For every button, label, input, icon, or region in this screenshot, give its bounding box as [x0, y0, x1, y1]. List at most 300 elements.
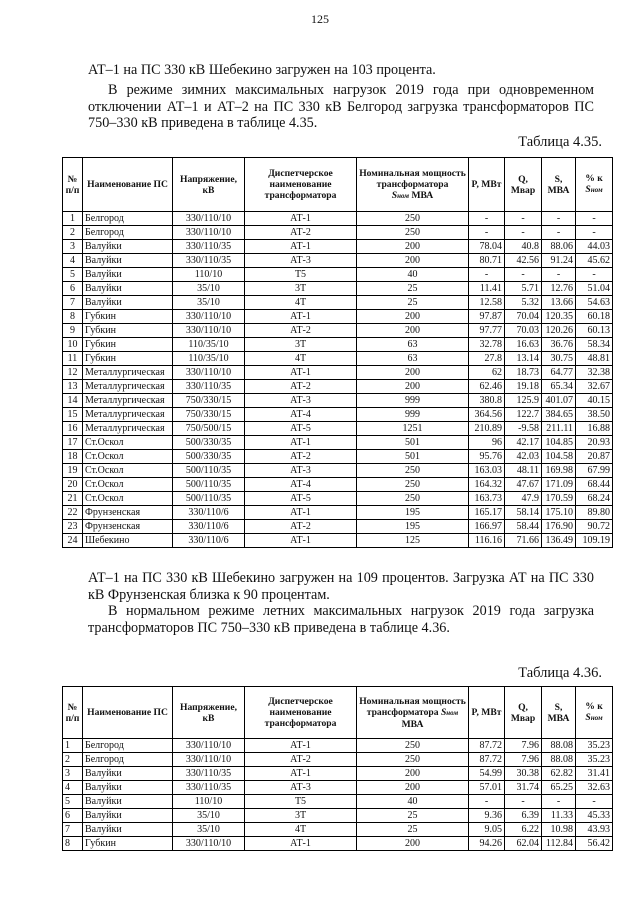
cell-voltage: 500/110/35: [173, 464, 245, 478]
cell-pct: 20.87: [576, 450, 613, 464]
table-row: [63, 394, 613, 408]
cell-num: 6: [63, 809, 83, 823]
cell-p: 116.16: [469, 534, 505, 548]
cell-voltage: 110/35/10: [173, 352, 245, 366]
cell-pct: 56.42: [576, 837, 613, 851]
table-row: [63, 795, 613, 809]
cell-p: 57.01: [469, 781, 505, 795]
cell-voltage: 330/110/10: [173, 212, 245, 226]
cell-num: 10: [63, 338, 83, 352]
cell-voltage: 330/110/35: [173, 781, 245, 795]
cell-num: 2: [63, 226, 83, 240]
header-num: № п/п: [63, 687, 83, 739]
cell-nominal: 40: [357, 795, 469, 809]
cell-p: -: [469, 226, 505, 240]
cell-name: Металлургическая: [83, 408, 173, 422]
cell-s: 91.24: [542, 254, 576, 268]
table-2-caption: Таблица 4.36.: [518, 665, 602, 681]
cell-voltage: 330/110/35: [173, 767, 245, 781]
cell-nominal: 25: [357, 296, 469, 310]
cell-voltage: 35/10: [173, 296, 245, 310]
table-row: [63, 310, 613, 324]
cell-pct: 32.38: [576, 366, 613, 380]
cell-dispatch: АТ-2: [245, 324, 357, 338]
header-num: № п/п: [63, 158, 83, 212]
cell-p: 12.58: [469, 296, 505, 310]
cell-num: 9: [63, 324, 83, 338]
table-row: [63, 739, 613, 753]
cell-name: Губкин: [83, 324, 173, 338]
table-row: [63, 534, 613, 548]
cell-q: 7.96: [505, 739, 542, 753]
cell-nominal: 501: [357, 450, 469, 464]
cell-voltage: 330/110/10: [173, 310, 245, 324]
cell-p: 54.99: [469, 767, 505, 781]
cell-q: 42.03: [505, 450, 542, 464]
cell-dispatch: АТ-1: [245, 837, 357, 851]
cell-pct: 89.80: [576, 506, 613, 520]
cell-p: 364.56: [469, 408, 505, 422]
cell-nominal: 25: [357, 282, 469, 296]
cell-q: 16.63: [505, 338, 542, 352]
cell-pct: 35.23: [576, 739, 613, 753]
cell-p: -: [469, 795, 505, 809]
cell-p: 78.04: [469, 240, 505, 254]
cell-pct: 45.33: [576, 809, 613, 823]
cell-voltage: 330/110/35: [173, 254, 245, 268]
cell-name: Губкин: [83, 338, 173, 352]
cell-p: 166.97: [469, 520, 505, 534]
cell-dispatch: АТ-1: [245, 310, 357, 324]
cell-p: 97.77: [469, 324, 505, 338]
cell-voltage: 750/330/15: [173, 394, 245, 408]
cell-nominal: 195: [357, 520, 469, 534]
cell-pct: 51.04: [576, 282, 613, 296]
cell-nominal: 63: [357, 352, 469, 366]
cell-dispatch: АТ-1: [245, 240, 357, 254]
cell-pct: 60.18: [576, 310, 613, 324]
cell-nominal: 200: [357, 324, 469, 338]
cell-p: 164.32: [469, 478, 505, 492]
cell-dispatch: 3Т: [245, 338, 357, 352]
table-row: [63, 296, 613, 310]
cell-nominal: 125: [357, 534, 469, 548]
table-row: [63, 380, 613, 394]
cell-voltage: 330/110/10: [173, 366, 245, 380]
cell-q: 7.96: [505, 753, 542, 767]
cell-q: 19.18: [505, 380, 542, 394]
cell-num: 24: [63, 534, 83, 548]
cell-pct: -: [576, 212, 613, 226]
cell-name: Валуйки: [83, 809, 173, 823]
cell-p: 11.41: [469, 282, 505, 296]
cell-name: Металлургическая: [83, 380, 173, 394]
cell-voltage: 500/330/35: [173, 436, 245, 450]
cell-name: Валуйки: [83, 823, 173, 837]
header-name: Наименование ПС: [83, 158, 173, 212]
table-row: [63, 781, 613, 795]
table-row: [63, 282, 613, 296]
cell-voltage: 330/110/10: [173, 753, 245, 767]
cell-dispatch: АТ-2: [245, 520, 357, 534]
header-nominal: Номинальная мощность трансформатора Sном МВА: [357, 158, 469, 212]
cell-dispatch: АТ-3: [245, 394, 357, 408]
cell-q: -: [505, 212, 542, 226]
cell-q: 30.38: [505, 767, 542, 781]
cell-voltage: 500/110/35: [173, 478, 245, 492]
cell-pct: 44.03: [576, 240, 613, 254]
cell-nominal: 200: [357, 767, 469, 781]
table-row: [63, 478, 613, 492]
cell-name: Ст.Оскол: [83, 464, 173, 478]
table-row: [63, 408, 613, 422]
cell-dispatch: 3Т: [245, 809, 357, 823]
cell-pct: 32.67: [576, 380, 613, 394]
cell-name: Металлургическая: [83, 394, 173, 408]
table-row: [63, 450, 613, 464]
cell-nominal: 40: [357, 268, 469, 282]
cell-s: 10.98: [542, 823, 576, 837]
cell-name: Валуйки: [83, 240, 173, 254]
cell-s: 112.84: [542, 837, 576, 851]
cell-num: 20: [63, 478, 83, 492]
header-q: Q, Мвар: [505, 687, 542, 739]
cell-nominal: 999: [357, 408, 469, 422]
cell-num: 4: [63, 254, 83, 268]
cell-q: -9.58: [505, 422, 542, 436]
cell-p: 210.89: [469, 422, 505, 436]
cell-name: Белгород: [83, 753, 173, 767]
header-name: Наименование ПС: [83, 687, 173, 739]
cell-num: 23: [63, 520, 83, 534]
table-1-header-row: [63, 158, 613, 212]
cell-p: 380.8: [469, 394, 505, 408]
table-row: [63, 823, 613, 837]
cell-s: 169.98: [542, 464, 576, 478]
header-nominal: Номинальная мощность трансформатора Sном МВА: [357, 687, 469, 739]
cell-num: 4: [63, 781, 83, 795]
cell-num: 17: [63, 436, 83, 450]
cell-s: 13.66: [542, 296, 576, 310]
table-1: [62, 157, 613, 548]
cell-name: Белгород: [83, 739, 173, 753]
table-row: [63, 520, 613, 534]
cell-name: Шебекино: [83, 534, 173, 548]
cell-dispatch: АТ-1: [245, 212, 357, 226]
cell-name: Губкин: [83, 310, 173, 324]
table-row: [63, 753, 613, 767]
cell-q: 13.14: [505, 352, 542, 366]
cell-name: Белгород: [83, 226, 173, 240]
cell-nominal: 250: [357, 226, 469, 240]
cell-pct: -: [576, 226, 613, 240]
cell-pct: 58.34: [576, 338, 613, 352]
cell-num: 18: [63, 450, 83, 464]
cell-voltage: 330/110/10: [173, 739, 245, 753]
cell-q: -: [505, 268, 542, 282]
cell-dispatch: 4Т: [245, 823, 357, 837]
cell-nominal: 999: [357, 394, 469, 408]
cell-q: 58.44: [505, 520, 542, 534]
table-row: [63, 492, 613, 506]
cell-p: 62.46: [469, 380, 505, 394]
cell-num: 3: [63, 767, 83, 781]
cell-p: 87.72: [469, 739, 505, 753]
paragraph-4: В нормальном режиме летних максимальных нагрузок 2019 года загрузка трансформаторов ПС 750–330 кВ приведена в таблице 4.36.: [88, 603, 594, 636]
cell-num: 11: [63, 352, 83, 366]
cell-nominal: 200: [357, 837, 469, 851]
table-row: [63, 366, 613, 380]
table-row: [63, 837, 613, 851]
cell-s: 120.26: [542, 324, 576, 338]
cell-q: 125.9: [505, 394, 542, 408]
cell-pct: 67.99: [576, 464, 613, 478]
cell-name: Ст.Оскол: [83, 492, 173, 506]
table-row: [63, 212, 613, 226]
cell-nominal: 250: [357, 492, 469, 506]
cell-q: 70.03: [505, 324, 542, 338]
cell-nominal: 200: [357, 310, 469, 324]
cell-num: 14: [63, 394, 83, 408]
paragraph-1: АТ–1 на ПС 330 кВ Шебекино загружен на 103 процента.: [88, 62, 436, 78]
cell-p: 9.05: [469, 823, 505, 837]
cell-dispatch: АТ-3: [245, 781, 357, 795]
cell-pct: 20.93: [576, 436, 613, 450]
header-pct: % к Sном: [576, 158, 613, 212]
cell-voltage: 330/110/6: [173, 506, 245, 520]
cell-q: -: [505, 795, 542, 809]
header-voltage: Напряжение, кВ: [173, 158, 245, 212]
cell-dispatch: АТ-3: [245, 254, 357, 268]
cell-q: 18.73: [505, 366, 542, 380]
cell-nominal: 200: [357, 781, 469, 795]
cell-p: 94.26: [469, 837, 505, 851]
cell-dispatch: АТ-5: [245, 422, 357, 436]
cell-s: 88.08: [542, 753, 576, 767]
cell-p: 87.72: [469, 753, 505, 767]
cell-nominal: 200: [357, 254, 469, 268]
cell-name: Валуйки: [83, 781, 173, 795]
cell-name: Губкин: [83, 352, 173, 366]
table-2: [62, 686, 613, 851]
cell-pct: 31.41: [576, 767, 613, 781]
cell-s: 384.65: [542, 408, 576, 422]
cell-dispatch: АТ-1: [245, 534, 357, 548]
cell-name: Валуйки: [83, 268, 173, 282]
cell-dispatch: АТ-2: [245, 450, 357, 464]
cell-nominal: 25: [357, 809, 469, 823]
cell-voltage: 500/330/35: [173, 450, 245, 464]
cell-voltage: 330/110/35: [173, 380, 245, 394]
cell-pct: 60.13: [576, 324, 613, 338]
table-2-header-row: [63, 687, 613, 739]
cell-s: 12.76: [542, 282, 576, 296]
paragraph-3: АТ–1 на ПС 330 кВ Шебекино загружен на 109 процентов. Загрузка АТ на ПС 330 кВ Фрунзенская близка к 90 процентам.: [88, 570, 594, 603]
cell-pct: -: [576, 795, 613, 809]
cell-s: 65.34: [542, 380, 576, 394]
cell-s: 175.10: [542, 506, 576, 520]
cell-q: 6.22: [505, 823, 542, 837]
cell-pct: 48.81: [576, 352, 613, 366]
cell-num: 1: [63, 739, 83, 753]
cell-p: -: [469, 212, 505, 226]
cell-pct: 16.88: [576, 422, 613, 436]
cell-name: Валуйки: [83, 795, 173, 809]
cell-voltage: 110/10: [173, 268, 245, 282]
cell-nominal: 195: [357, 506, 469, 520]
cell-p: 97.87: [469, 310, 505, 324]
cell-dispatch: АТ-2: [245, 753, 357, 767]
cell-voltage: 330/110/6: [173, 520, 245, 534]
cell-dispatch: АТ-2: [245, 226, 357, 240]
cell-nominal: 25: [357, 823, 469, 837]
cell-s: 176.90: [542, 520, 576, 534]
cell-p: 165.17: [469, 506, 505, 520]
cell-pct: 68.24: [576, 492, 613, 506]
cell-name: Металлургическая: [83, 422, 173, 436]
cell-num: 8: [63, 310, 83, 324]
cell-p: 163.73: [469, 492, 505, 506]
cell-dispatch: АТ-2: [245, 380, 357, 394]
cell-nominal: 200: [357, 366, 469, 380]
cell-dispatch: Т5: [245, 268, 357, 282]
cell-q: 58.14: [505, 506, 542, 520]
cell-dispatch: АТ-3: [245, 464, 357, 478]
cell-s: 171.09: [542, 478, 576, 492]
cell-s: -: [542, 795, 576, 809]
cell-s: -: [542, 268, 576, 282]
cell-name: Валуйки: [83, 254, 173, 268]
cell-s: 11.33: [542, 809, 576, 823]
cell-num: 8: [63, 837, 83, 851]
header-dispatch: Диспетчерское наименование трансформатора: [245, 158, 357, 212]
cell-dispatch: 4Т: [245, 352, 357, 366]
table-1-caption: Таблица 4.35.: [518, 134, 602, 150]
cell-nominal: 200: [357, 380, 469, 394]
table-row: [63, 324, 613, 338]
cell-s: 88.08: [542, 739, 576, 753]
cell-s: -: [542, 226, 576, 240]
cell-name: Фрунзенская: [83, 506, 173, 520]
cell-p: 32.78: [469, 338, 505, 352]
cell-dispatch: Т5: [245, 795, 357, 809]
cell-q: 31.74: [505, 781, 542, 795]
cell-q: 47.67: [505, 478, 542, 492]
cell-s: 64.77: [542, 366, 576, 380]
cell-q: 6.39: [505, 809, 542, 823]
table-row: [63, 506, 613, 520]
cell-voltage: 35/10: [173, 282, 245, 296]
cell-dispatch: АТ-1: [245, 739, 357, 753]
header-pct: % к Sном: [576, 687, 613, 739]
header-voltage: Напряжение, кВ: [173, 687, 245, 739]
cell-voltage: 500/110/35: [173, 492, 245, 506]
cell-name: Белгород: [83, 212, 173, 226]
cell-voltage: 110/35/10: [173, 338, 245, 352]
cell-q: 40.8: [505, 240, 542, 254]
cell-nominal: 63: [357, 338, 469, 352]
cell-num: 12: [63, 366, 83, 380]
cell-num: 22: [63, 506, 83, 520]
cell-q: 71.66: [505, 534, 542, 548]
cell-num: 5: [63, 795, 83, 809]
cell-s: 401.07: [542, 394, 576, 408]
cell-pct: 68.44: [576, 478, 613, 492]
cell-s: 120.35: [542, 310, 576, 324]
cell-num: 1: [63, 212, 83, 226]
cell-s: 170.59: [542, 492, 576, 506]
cell-name: Фрунзенская: [83, 520, 173, 534]
cell-pct: 35.23: [576, 753, 613, 767]
cell-q: 48.11: [505, 464, 542, 478]
cell-dispatch: АТ-5: [245, 492, 357, 506]
cell-name: Металлургическая: [83, 366, 173, 380]
table-row: [63, 254, 613, 268]
cell-num: 16: [63, 422, 83, 436]
header-p: P, МВт: [469, 687, 505, 739]
cell-name: Губкин: [83, 837, 173, 851]
cell-name: Валуйки: [83, 282, 173, 296]
header-s: S, МВА: [542, 687, 576, 739]
cell-nominal: 250: [357, 753, 469, 767]
cell-pct: 40.15: [576, 394, 613, 408]
header-s: S, МВА: [542, 158, 576, 212]
cell-s: 104.58: [542, 450, 576, 464]
cell-s: 211.11: [542, 422, 576, 436]
cell-p: 9.36: [469, 809, 505, 823]
page-number: 125: [311, 12, 329, 26]
cell-num: 3: [63, 240, 83, 254]
cell-name: Валуйки: [83, 767, 173, 781]
cell-pct: 32.63: [576, 781, 613, 795]
table-row: [63, 268, 613, 282]
cell-pct: 43.93: [576, 823, 613, 837]
cell-s: 62.82: [542, 767, 576, 781]
table-row: [63, 464, 613, 478]
table-row: [63, 422, 613, 436]
cell-s: 136.49: [542, 534, 576, 548]
cell-p: 163.03: [469, 464, 505, 478]
cell-voltage: 330/110/35: [173, 240, 245, 254]
cell-voltage: 330/110/10: [173, 837, 245, 851]
table-row: [63, 226, 613, 240]
cell-num: 2: [63, 753, 83, 767]
table-row: [63, 436, 613, 450]
cell-dispatch: АТ-1: [245, 767, 357, 781]
cell-p: 95.76: [469, 450, 505, 464]
header-p: P, МВт: [469, 158, 505, 212]
paragraph-2: В режиме зимних максимальных нагрузок 2019 года при одновременном отключении АТ–1 и АТ–2 на ПС 330 кВ Белгород загрузка трансформаторов ПС 750–330 кВ приведена в таблице 4.35.: [88, 82, 594, 131]
cell-pct: -: [576, 268, 613, 282]
cell-s: 36.76: [542, 338, 576, 352]
cell-voltage: 110/10: [173, 795, 245, 809]
cell-nominal: 1251: [357, 422, 469, 436]
cell-num: 21: [63, 492, 83, 506]
cell-dispatch: АТ-4: [245, 478, 357, 492]
cell-voltage: 330/110/6: [173, 534, 245, 548]
cell-p: 62: [469, 366, 505, 380]
cell-s: -: [542, 212, 576, 226]
cell-name: Ст.Оскол: [83, 478, 173, 492]
cell-p: -: [469, 268, 505, 282]
cell-q: 42.56: [505, 254, 542, 268]
cell-dispatch: АТ-1: [245, 366, 357, 380]
cell-p: 96: [469, 436, 505, 450]
cell-nominal: 250: [357, 212, 469, 226]
cell-q: 122.7: [505, 408, 542, 422]
cell-s: 88.06: [542, 240, 576, 254]
cell-name: Ст.Оскол: [83, 436, 173, 450]
